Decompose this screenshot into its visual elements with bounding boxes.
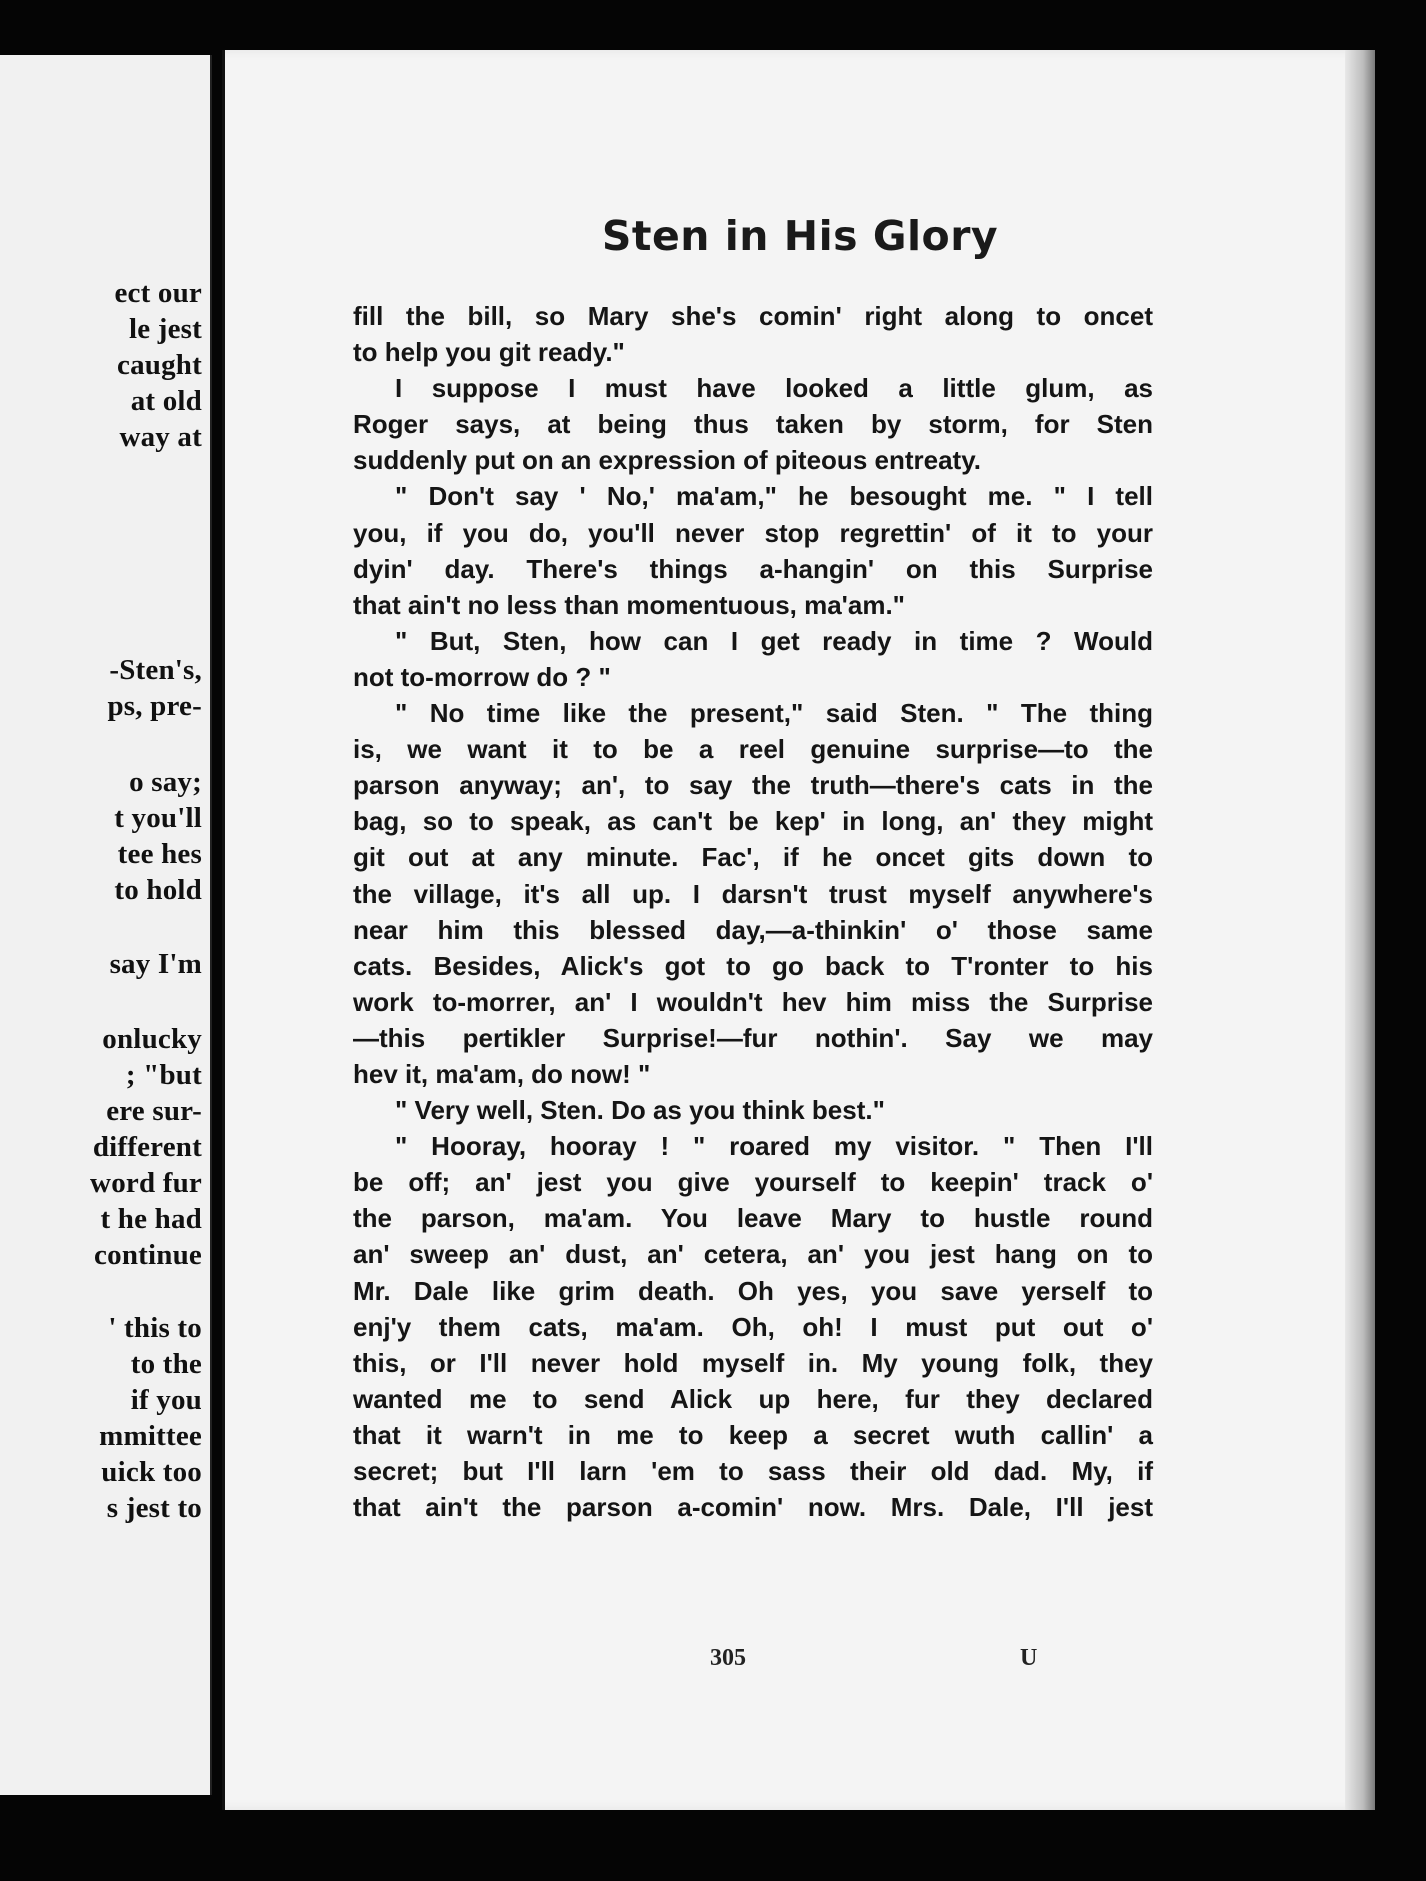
previous-page-line: -Sten's,: [109, 654, 202, 686]
text-line: " But, Sten, how can I get ready in time ? Would: [395, 625, 1153, 656]
previous-page-line: t you'll: [114, 802, 202, 834]
previous-page-line: ' this to: [108, 1312, 202, 1344]
text-line: " Hooray, hooray ! " roared my visitor. " Then I'll: [395, 1131, 1153, 1162]
previous-page-line: onlucky: [102, 1023, 202, 1055]
previous-page-line: at old: [130, 385, 202, 417]
text-line: this, or I'll never hold myself in. My young folk, they: [353, 1347, 1153, 1378]
page-footer: [225, 1645, 1375, 1685]
text-line: Mr. Dale like grim death. Oh yes, you save yerself to: [353, 1275, 1153, 1306]
previous-page-line: s jest to: [106, 1492, 202, 1524]
text-line: work to-morrer, an' I wouldn't hev him miss the Surprise: [353, 986, 1153, 1017]
text-line: " No time like the present," said Sten. " The thing: [395, 698, 1153, 729]
previous-page-fragment: [0, 55, 212, 1795]
text-line: near him this blessed day,—a-thinkin' o' those same: [353, 914, 1153, 945]
previous-page-line: mmittee: [99, 1420, 202, 1452]
text-line: I suppose I must have looked a little glum, as: [395, 373, 1153, 404]
text-line: you, if you do, you'll never stop regrettin' of it to your: [353, 517, 1153, 548]
page-number: 305: [710, 1645, 746, 1671]
previous-page-line: if you: [130, 1384, 202, 1416]
previous-page-line: ere sur-: [106, 1095, 202, 1127]
previous-page-line: way at: [119, 421, 202, 453]
text-line: an' sweep an' dust, an' cetera, an' you jest hang on to: [353, 1239, 1153, 1270]
previous-page-line: uick too: [101, 1456, 202, 1488]
previous-page-line: word fur: [90, 1167, 202, 1199]
previous-page-line: ect our: [114, 277, 202, 309]
text-line: wanted me to send Alick up here, fur they declared: [353, 1383, 1153, 1414]
text-line: not to-morrow do ? ": [353, 661, 611, 692]
previous-page-line: t he had: [100, 1203, 202, 1235]
previous-page-line: le jest: [128, 313, 202, 345]
book-page: [222, 50, 1375, 1810]
text-line: to help you git ready.": [353, 337, 625, 368]
text-line: is, we want it to be a reel genuine surprise—to the: [353, 734, 1153, 765]
text-line: git out at any minute. Fac', if he oncet gits down to: [353, 842, 1153, 873]
previous-page-line: tee hes: [117, 838, 202, 870]
running-head: Sten in His Glory: [601, 212, 999, 260]
text-line: Roger says, at being thus taken by storm, for Sten: [353, 409, 1153, 440]
previous-page-line: continue: [94, 1239, 202, 1271]
text-line: parson anyway; an', to say the truth—there's cats in the: [353, 770, 1153, 801]
signature-mark: U: [1020, 1645, 1038, 1671]
previous-page-line: different: [92, 1131, 202, 1163]
text-line: be off; an' jest you give yourself to keepin' track o': [353, 1167, 1153, 1198]
text-line: bag, so to speak, as can't be kep' in long, an' they might: [353, 806, 1153, 837]
text-line: the village, it's all up. I darsn't trust myself anywhere's: [353, 878, 1153, 909]
text-line: dyin' day. There's things a-hangin' on this Surprise: [353, 553, 1153, 584]
text-line: that it warn't in me to keep a secret wuth callin' a: [353, 1419, 1153, 1450]
text-line: enj'y them cats, ma'am. Oh, oh! I must put out o': [353, 1311, 1153, 1342]
text-line: the parson, ma'am. You leave Mary to hustle round: [353, 1203, 1153, 1234]
text-line: that ain't the parson a-comin' now. Mrs. Dale, I'll jest: [353, 1492, 1153, 1523]
text-line: hev it, ma'am, do now! ": [353, 1058, 651, 1089]
body-text: [353, 298, 1153, 1525]
previous-page-line: caught: [117, 349, 202, 381]
text-line: suddenly put on an expression of piteous entreaty.: [353, 445, 981, 476]
text-line: fill the bill, so Mary she's comin' right along to oncet: [353, 301, 1153, 331]
previous-page-line: o say;: [129, 766, 202, 798]
text-line: that ain't no less than momentuous, ma'am.": [353, 589, 905, 620]
previous-page-line: to the: [130, 1348, 202, 1380]
previous-page-line: say I'm: [109, 948, 202, 980]
text-line: cats. Besides, Alick's got to go back to T'ronter to his: [353, 950, 1153, 981]
text-line: " Don't say ' No,' ma'am," he besought me. " I tell: [395, 481, 1153, 512]
previous-page-line: to hold: [114, 874, 202, 906]
text-line: —this pertikler Surprise!—fur nothin'. Say we may: [353, 1022, 1153, 1053]
text-line: " Very well, Sten. Do as you think best.": [395, 1095, 885, 1126]
text-line: secret; but I'll larn 'em to sass their old dad. My, if: [353, 1456, 1153, 1486]
page-edge-shadow: [1345, 50, 1375, 1810]
previous-page-line: ps, pre-: [107, 690, 202, 722]
previous-page-line: ; "but: [125, 1059, 202, 1091]
